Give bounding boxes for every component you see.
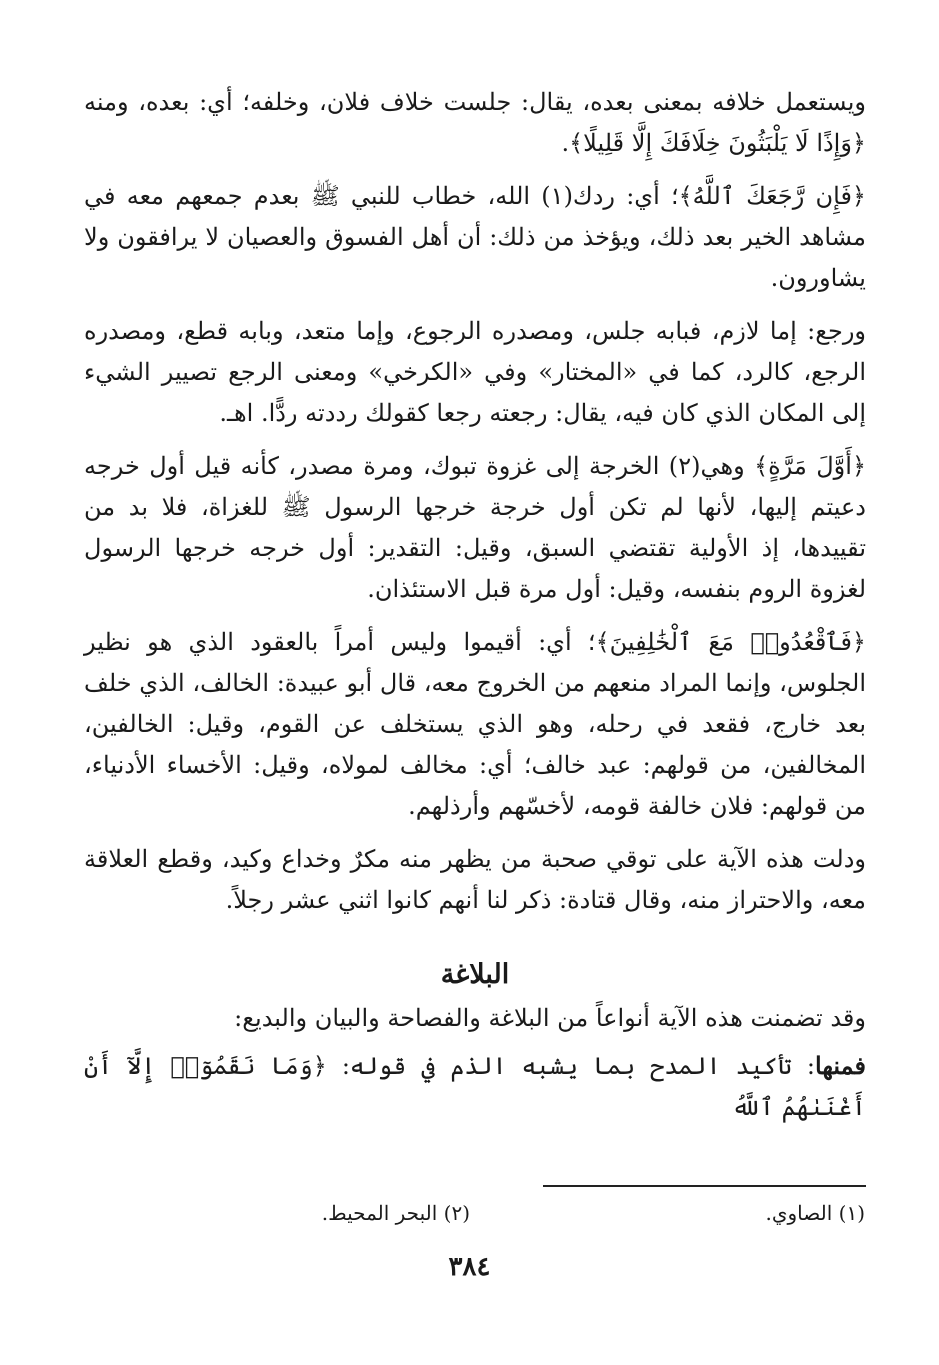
page-body <box>84 82 866 1128</box>
section-heading: البلاغة <box>440 959 510 990</box>
footnote-2: (٢) البحر المحيط. <box>321 1201 470 1225</box>
paragraph-5: ﴿فَٱقْعُدُوا۟ مَعَ ٱلْخَٰلِفِينَ﴾؛ أي: أقيموا وليس أمراً بالعقود الذي هو نظير الجلوس، وإنما المراد منعهم من الخروج معه، قال أبو عبيدة: الخالف، الذي خلف بعد خارج، فقعد في رحله، وهو الذي يستخلف عن القوم، وقيل: الخالفين، المخالفين، من قولهم: عبد خالف؛ أي: مخالف لمولاه، وقيل: الأخساء الأدنياء، من قولهم: فلان خالفة قومه، لأخسّهم وأرذلهم. <box>84 628 866 820</box>
intro-line: وقد تضمنت هذه الآية أنواعاً من البلاغة والفصاحة والبيان والبديع: <box>234 1004 866 1032</box>
paragraph-4: ﴿أَوَّلَ مَرَّةٍ﴾ وهي(٢) الخرجة إلى غزوة تبوك، ومرة مصدر، كأنه قيل أول خرجه دعيتم إليها، لأنها لم تكن أول خرجة خرجها الرسول ﷺ للغزاة، فلا بد من تقييدها، إذ الأولية تقتضي السبق، وقيل: التقدير: أول خرجه خرجها الرسول لغزوة الروم بنفسه، وقيل: أول مرة قبل الاستئذان. <box>84 452 867 603</box>
paragraph-6: ودلت هذه الآية على توقي صحبة من يظهر منه مكرٌ وخداع وكيد، وقطع العلاقة معه، والاحتراز منه، وقال قتادة: ذكر لنا أنهم كانوا اثني عشر رجلاً. <box>84 845 866 914</box>
paragraph-1: ويستعمل خلافه بمعنى بعده، يقال: جلست خلاف فلان، وخلفه؛ أي: بعده، ومنه ﴿وَإِذًا لَا يَلْبَثُونَ خِلَافَكَ إِلَّا قَلِيلًا﴾. <box>84 88 866 157</box>
footnote-divider <box>543 1185 866 1187</box>
paragraph-3: ورجع: إما لازم، فبابه جلس، ومصدره الرجوع، وإما متعد، وبابه قطع، ومصدره الرجع، كالرد، كما في «المختار» وفي «الكرخي» ومعنى الرجع تصيير الشيء إلى المكان الذي كان فيه، يقال: رجعته رجعا كقولك رددته ردًّا. اهـ. <box>84 317 866 427</box>
last-line-lead: فمنها <box>815 1051 866 1080</box>
last-line <box>84 1045 866 1128</box>
last-line-rest: : تأكيد المدح بما يشبه الذم في قوله: ﴿وَمَا نَقَمُوٓا۟ إِلَّآ أَنْ أَغْنَىٰهُمُ ٱللَّهُ <box>84 1052 866 1121</box>
page-number: ٣٨٤ <box>448 1252 491 1282</box>
footnote-1: (١) الصاوي. <box>765 1201 865 1225</box>
paragraph-2: ﴿فَإِن رَّجَعَكَ ٱللَّهُ﴾؛ أي: ردك(١) الله، خطاب للنبي ﷺ بعدم جمعهم معه في مشاهد الخير بعد ذلك، ويؤخذ من ذلك: أن أهل الفسوق والعصيان لا يرافقون ولا يشاورون. <box>84 182 866 292</box>
